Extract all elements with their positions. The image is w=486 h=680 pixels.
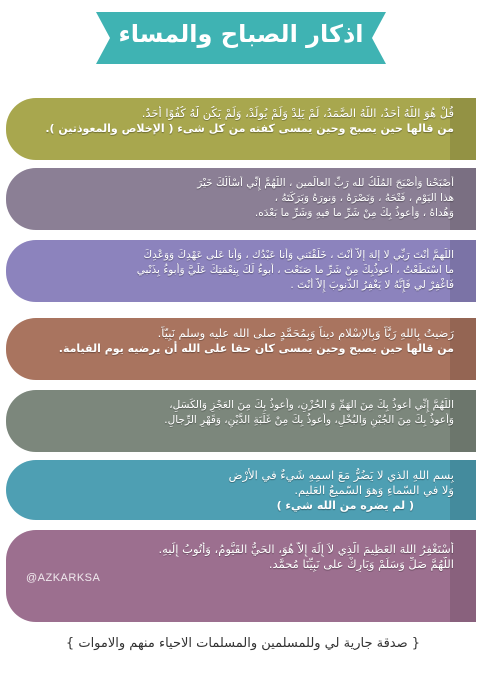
card-note: من قالها حين يصبح وحين يمسى كان حقا على الله أن يرضيه يوم القيامة.	[58, 342, 454, 355]
dhikr-card-raditu	[6, 318, 476, 380]
dhikr-card-sayyid-istighfar	[6, 240, 476, 302]
card-line: وَأَعوذُ بِكَ مِنَ الجُبْنِ وَالبُخْلِ، وأَعوذُ بِكَ مِنْ غَلَبَةِ الدَّيْنِ، وَقَهْرِ الرِّجالِ.	[164, 414, 454, 426]
card-line: فَاغْفِرْ لي فَإِنَّهُ لا يَغْفِرُ الذُّنوبَ إِلاّ أَنْتَ .	[290, 279, 454, 291]
card-line: أَسْتَغْفِرُ اللهَ العَظِيمَ الَّذِي لاَ إِلَهَ إِلاَّ هُوَ، الحَيُّ القَيُّومُ، وَأَتُوبُ إِلَيهِ.	[158, 542, 454, 556]
dhikr-card-bismillah	[6, 460, 476, 520]
card-line: رَضيتُ بِاللهِ رَبَّاً وَبِالإسْلامِ ديناً وَبِمُحَمَّدٍ صلى الله عليه وسلم نَبِيّاً.	[157, 326, 454, 340]
card-line: ما اسْتَطَعْتُ ، أَعوذُبِكَ مِنْ شَرِّ ما صَنَعْت ، أَبوءُ لَكَ بِنِعْمَتِكَ عَلَيَّ وَأَبوءُ بِذَنْبي	[136, 264, 454, 276]
page-title: اذكار الصباح والمساء	[118, 20, 364, 48]
footer-dedication: { صدقة جارية لي وللمسلمين والمسلمات الاحياء منهم والاموات }	[65, 636, 421, 651]
card-line: بِسمِ اللهِ الذي لا يَضُرُّ مَعَ اسمِهِ شَيءٌ في الأرْضِ	[228, 468, 454, 482]
watermark-handle: @AZKARKSA	[26, 572, 101, 584]
dhikr-card-asbahna	[6, 168, 476, 230]
card-line: أَصْبَحْنا وَأَصْبَحَ المُلْكُ لله رَبِّ العالَمين ، اللَّهُمَّ إِنِّي أسْأَلُكَ خَيْرَ	[197, 177, 454, 189]
card-note: ( لم يضره من الله شيء )	[276, 499, 414, 512]
card-line: اللّهُمَّ إِنِّي أَعوذُ بِكَ مِنَ الهَمِّ وَ الحُزْنِ، وأعوذُ بِكَ مِنَ العَجْزِ وَالكَسَلِ،	[169, 399, 454, 411]
card-line: وَلا في السّماءِ وَهوَ السّميعُ العَليم.	[294, 483, 454, 497]
card-line: قُلْ هُوَ اللَّهُ أَحَدٌ، اللَّهُ الصَّمَدُ، لَمْ يَلِدْ وَلَمْ يُولَدْ، وَلَمْ يَكُن لَّهُ كُفُوًا أَحَدٌ.	[141, 106, 454, 120]
card-line: اللّهمَّ أَنْتَ رَبِّي لا إلهَ إلاّ أَنْتَ ، خَلَقْتَني وَأَنا عَبْدُك ، وَأَنا عَلى عَهْدِكَ وَوَعْدِكَ	[143, 249, 454, 261]
dhikr-card-hamm-huzn	[6, 390, 476, 452]
card-line: هذا اليَوْم ، فَتْحَهُ ، وَنَصْرَهُ ، وَنورَهُ وَبَرَكَتَهُ ،	[274, 192, 454, 204]
title-ribbon	[96, 12, 386, 64]
dhikr-card-ikhlas	[6, 98, 476, 160]
card-note: من قالها حين يصبح وحين يمسى كفته من كل شىء ( الإخلاص والمعوذتين ).	[45, 122, 454, 135]
card-line: اللَّهُمَّ صَلِّ وَسَلِّمْ وَبَارِكْ على نَبِيِّنَا مُحمَّد.	[268, 557, 454, 571]
card-line: وَهُداهُ ، وَأَعوذُ بِكَ مِنْ شَرِّ ما فيهِ وَشَرِّ ما بَعْدَه.	[254, 207, 454, 219]
